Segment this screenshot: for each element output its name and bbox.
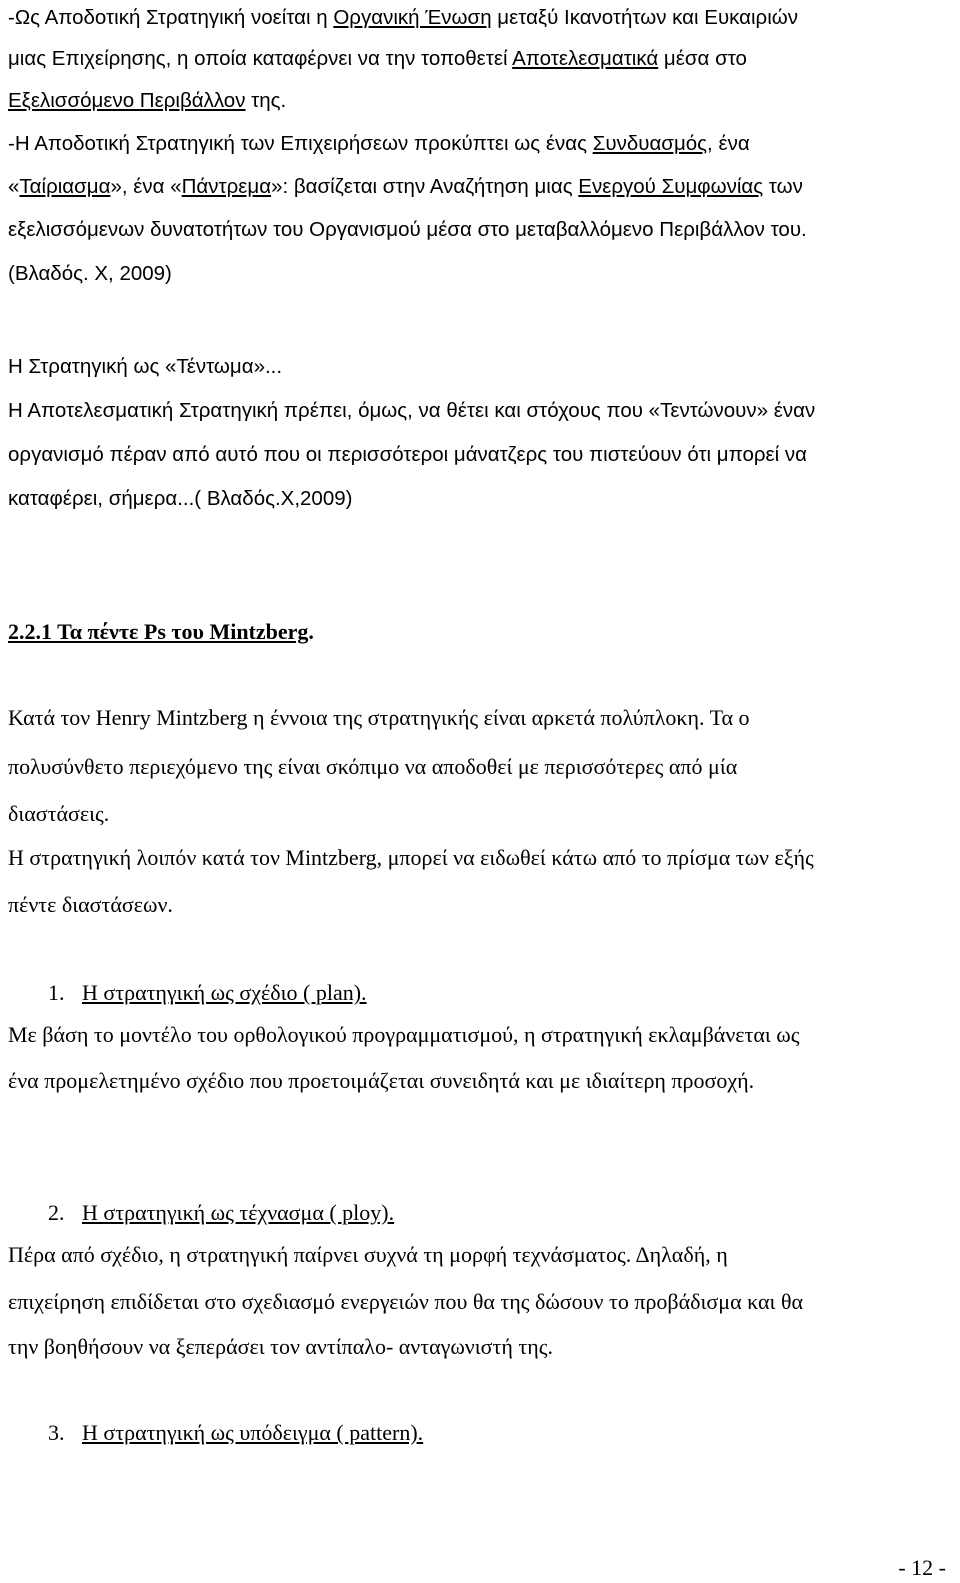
- item2-line2: επιχείρηση επιδίδεται στο σχεδιασμό ενεργειών που θα της δώσουν το προβάδισμα και θα: [8, 1289, 804, 1314]
- link-effectively: Αποτελεσματικά: [512, 47, 659, 70]
- para2-line2: «Ταίριασμα», ένα «Πάντρεμα»: βασίζεται στην Αναζήτηση μιας Ενεργού Συμφωνίας των: [8, 175, 803, 198]
- para3-line2: οργανισμό πέραν από αυτό που οι περισσότεροι μάνατζερς του πιστεύουν ότι μπορεί να: [8, 443, 808, 466]
- list-item: [0, 1200, 960, 1230]
- para2-line1: -Η Αποδοτική Στρατηγική των Επιχειρήσεων προκύπτει ως ένας Συνδυασμός, ένα: [8, 132, 750, 155]
- para3-line1: Η Αποτελεσματική Στρατηγική πρέπει, όμως, να θέτει και στόχους που «Τεντώνουν» έναν: [8, 399, 816, 422]
- para4-line5: πέντε διαστάσεων.: [8, 892, 173, 917]
- list-item: [0, 1420, 960, 1450]
- list-item-title: Η στρατηγική ως σχέδιο ( plan).: [82, 980, 367, 1005]
- link-evolving-environment: Εξελισσόμενο Περιβάλλον: [8, 89, 246, 112]
- link-matching: Ταίριασμα: [19, 175, 111, 198]
- link-organic-union: Οργανική Ένωση: [333, 6, 492, 29]
- stretch-heading: Η Στρατηγική ως «Τέντωμα»...: [8, 355, 283, 378]
- list-item-title: Η στρατηγική ως υπόδειγμα ( pattern).: [82, 1420, 424, 1445]
- section-heading: 2.2.1 Τα πέντε Ps του Mintzberg.: [8, 619, 314, 644]
- page-number: - 12 -: [898, 1555, 946, 1580]
- para2-citation: (Βλαδός. Χ, 2009): [8, 262, 172, 285]
- list-number: 3.: [48, 1420, 65, 1445]
- item2-line3: την βοηθήσουν να ξεπεράσει τον αντίπαλο- ανταγωνιστή της.: [8, 1334, 553, 1359]
- para4-line3: διαστάσεις.: [8, 801, 110, 826]
- para2-line3: εξελισσόμενων δυνατοτήτων του Οργανισμού μέσα στο μεταβαλλόμενο Περιβάλλον του.: [8, 218, 807, 241]
- para4-line1: Κατά τον Henry Mintzberg η έννοια της στρατηγικής είναι αρκετά πολύπλοκη. Τα ο: [8, 705, 750, 730]
- list-number: 1.: [48, 980, 65, 1005]
- link-active-agreement: Ενεργού Συμφωνίας: [578, 175, 764, 198]
- para4-line2: πολυσύνθετο περιεχόμενο της είναι σκόπιμο να αποδοθεί με περισσότερες από μία: [8, 754, 738, 779]
- list-item-title: Η στρατηγική ως τέχνασμα ( ploy).: [82, 1200, 395, 1225]
- link-marriage: Πάντρεμα: [181, 175, 272, 198]
- para4-line4: Η στρατηγική λοιπόν κατά τον Mintzberg, μπορεί να ειδωθεί κάτω από το πρίσμα των εξής: [8, 845, 814, 870]
- para1-line2: μιας Επιχείρησης, η οποία καταφέρνει να την τοποθετεί Αποτελεσματικά μέσα στο: [8, 47, 747, 70]
- list-item: [0, 980, 960, 1010]
- item1-line2: ένα προμελετημένο σχέδιο που προετοιμάζεται συνειδητά και με ιδιαίτερη προσοχή.: [8, 1068, 755, 1093]
- para3-line3: καταφέρει, σήμερα...( Βλαδός.Χ,2009): [8, 487, 353, 510]
- para1-line1: -Ως Αποδοτική Στρατηγική νοείται η Οργανική Ένωση μεταξύ Ικανοτήτων και Ευκαιριών: [8, 6, 799, 29]
- list-number: 2.: [48, 1200, 65, 1225]
- item1-line1: Με βάση το μοντέλο του ορθολογικού προγραμματισμού, η στρατηγική εκλαμβάνεται ως: [8, 1022, 800, 1047]
- item2-line1: Πέρα από σχέδιο, η στρατηγική παίρνει συχνά τη μορφή τεχνάσματος. Δηλαδή, η: [8, 1242, 728, 1267]
- link-combination: Συνδυασμός: [592, 132, 708, 155]
- para1-line3: Εξελισσόμενο Περιβάλλον της.: [8, 89, 287, 112]
